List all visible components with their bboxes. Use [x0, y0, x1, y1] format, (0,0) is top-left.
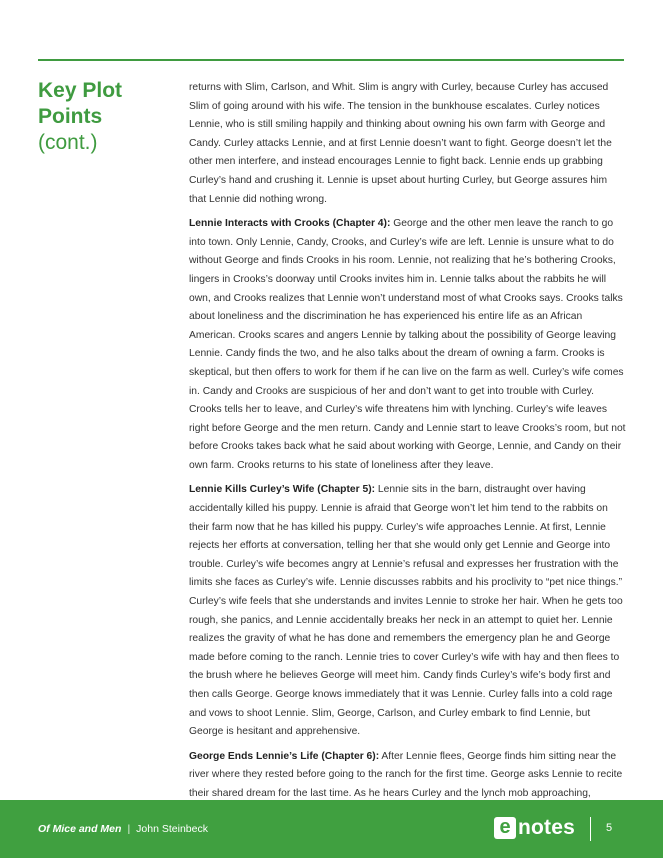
section-heading [38, 78, 178, 156]
paragraph-text: George and the other men leave the ranch to go into town. Only Lennie, Candy, Crooks, and Curley’s wife are left. Lennie is unsure what to do without George and finds Crooks in his room. Lennie, not realizing that he’s bothering Crooks, lingers in Crooks’s doorway until Crooks invites him in. Lennie talks about the rabbits he will own, and Crooks realizes that Lennie won’t understand most of what Crooks says. Crooks talks about loneliness and the discrimination he has experienced his entire life as an African American. Crooks scares and angers Lennie by talking about the possibility of George leaving Lennie. Candy finds the two, and he also talks about the dream of owning a farm. Crooks is skeptical, but then offers to work for them if he can live on the farm as well. Curley’s wife comes in. Candy and Crooks are suspicious of her and don’t want to get into trouble with Curley. Crooks tells her to leave, and Curley’s wife threatens him with lynching. Curley’s wife leaves right before George and the men return. Candy and Lennie start to leave Crooks’s room, but not before Crooks takes back what he said about working with George, Lennie, and Candy on their own farm. Crooks returns to his state of loneliness after they leave. [189, 218, 626, 471]
page-footer [0, 800, 663, 858]
book-author: John Steinbeck [136, 823, 208, 835]
paragraph-continued [189, 79, 627, 209]
heading-line-3: (cont.) [38, 131, 98, 154]
paragraph-text: returns with Slim, Carlson, and Whit. Slim is angry with Curley, because Curley has accused Slim of going around with his wife. The tension in the bunkhouse escalates. Curley notices Lennie, who is still smiling happily and thinking about owning his own farm with George and Candy. Curley attacks Lennie, and at first Lennie doesn’t want to fight. George doesn’t let the other men interfere, and instead encourages Lennie to fight back. Lennie ends up grabbing Curley’s hand and crushing it. Lennie is upset about hurting Curley, but George assures him that Lennie did nothing wrong. [189, 82, 612, 205]
paragraph-curleys-wife [189, 481, 627, 741]
enotes-logo [494, 816, 575, 840]
heading-line-1: Key Plot [38, 79, 123, 102]
footer-divider [590, 817, 591, 841]
paragraph-lead: George Ends Lennie’s Life (Chapter 6): [189, 750, 380, 762]
paragraph-text: After Lennie flees, George finds him sitting near the river where they rested before going to the ranch for the first time. George asks Lennie to recite their shared dream for the last time. As he hears Curley and the lynch mob approaching, [189, 750, 623, 799]
logo-e-icon [494, 817, 516, 839]
footer-separator: | [127, 823, 131, 835]
footer-citation [38, 823, 208, 835]
logo-letter: e [499, 815, 511, 838]
paragraph-crooks [189, 215, 627, 475]
heading-line-2: Points [38, 105, 103, 128]
paragraph-lead: Lennie Interacts with Crooks (Chapter 4): [189, 218, 391, 230]
logo-wordmark: notes [518, 816, 576, 839]
paragraph-lead: Lennie Kills Curley’s Wife (Chapter 5): [189, 484, 376, 496]
page-number: 5 [606, 822, 613, 834]
top-rule [38, 59, 624, 61]
paragraph-text: Lennie sits in the barn, distraught over having accidentally killed his puppy. Lennie is afraid that George won’t let him tend to the rabbits on their farm now that he has killed his puppy. Curley’s wife approaches Lennie. At first, Lennie rejects her efforts at conversation, telling her that she would only get Lennie and George into trouble. Curley’s wife becomes angry at Lennie’s refusal and expresses her frustration with the limits she faces as Curley’s wife. Lennie discusses rabbits and his proclivity to “pet nice things.” Curley’s wife feels that she understands and invites Lennie to stroke her hair. When he gets too rough, she panics, and Lennie accidentally breaks her neck in an attempt to quiet her. Lennie realizes the gravity of what he has done and remembers the emergency plan he and George made before coming to the ranch. Lennie tries to cover Curley’s wife with hay and then flees to the brush where he believes George will meet him. Candy finds Curley’s wife’s body first and then calls George. George knows immediately that it was Lennie. Curley falls into a cold rage and vows to shoot Lennie. Slim, George, Carlson, and Curley embark to find Lennie, but George is hesitant and apprehensive. [189, 484, 623, 738]
book-title: Of Mice and Men [38, 823, 122, 835]
body-text [189, 79, 627, 828]
